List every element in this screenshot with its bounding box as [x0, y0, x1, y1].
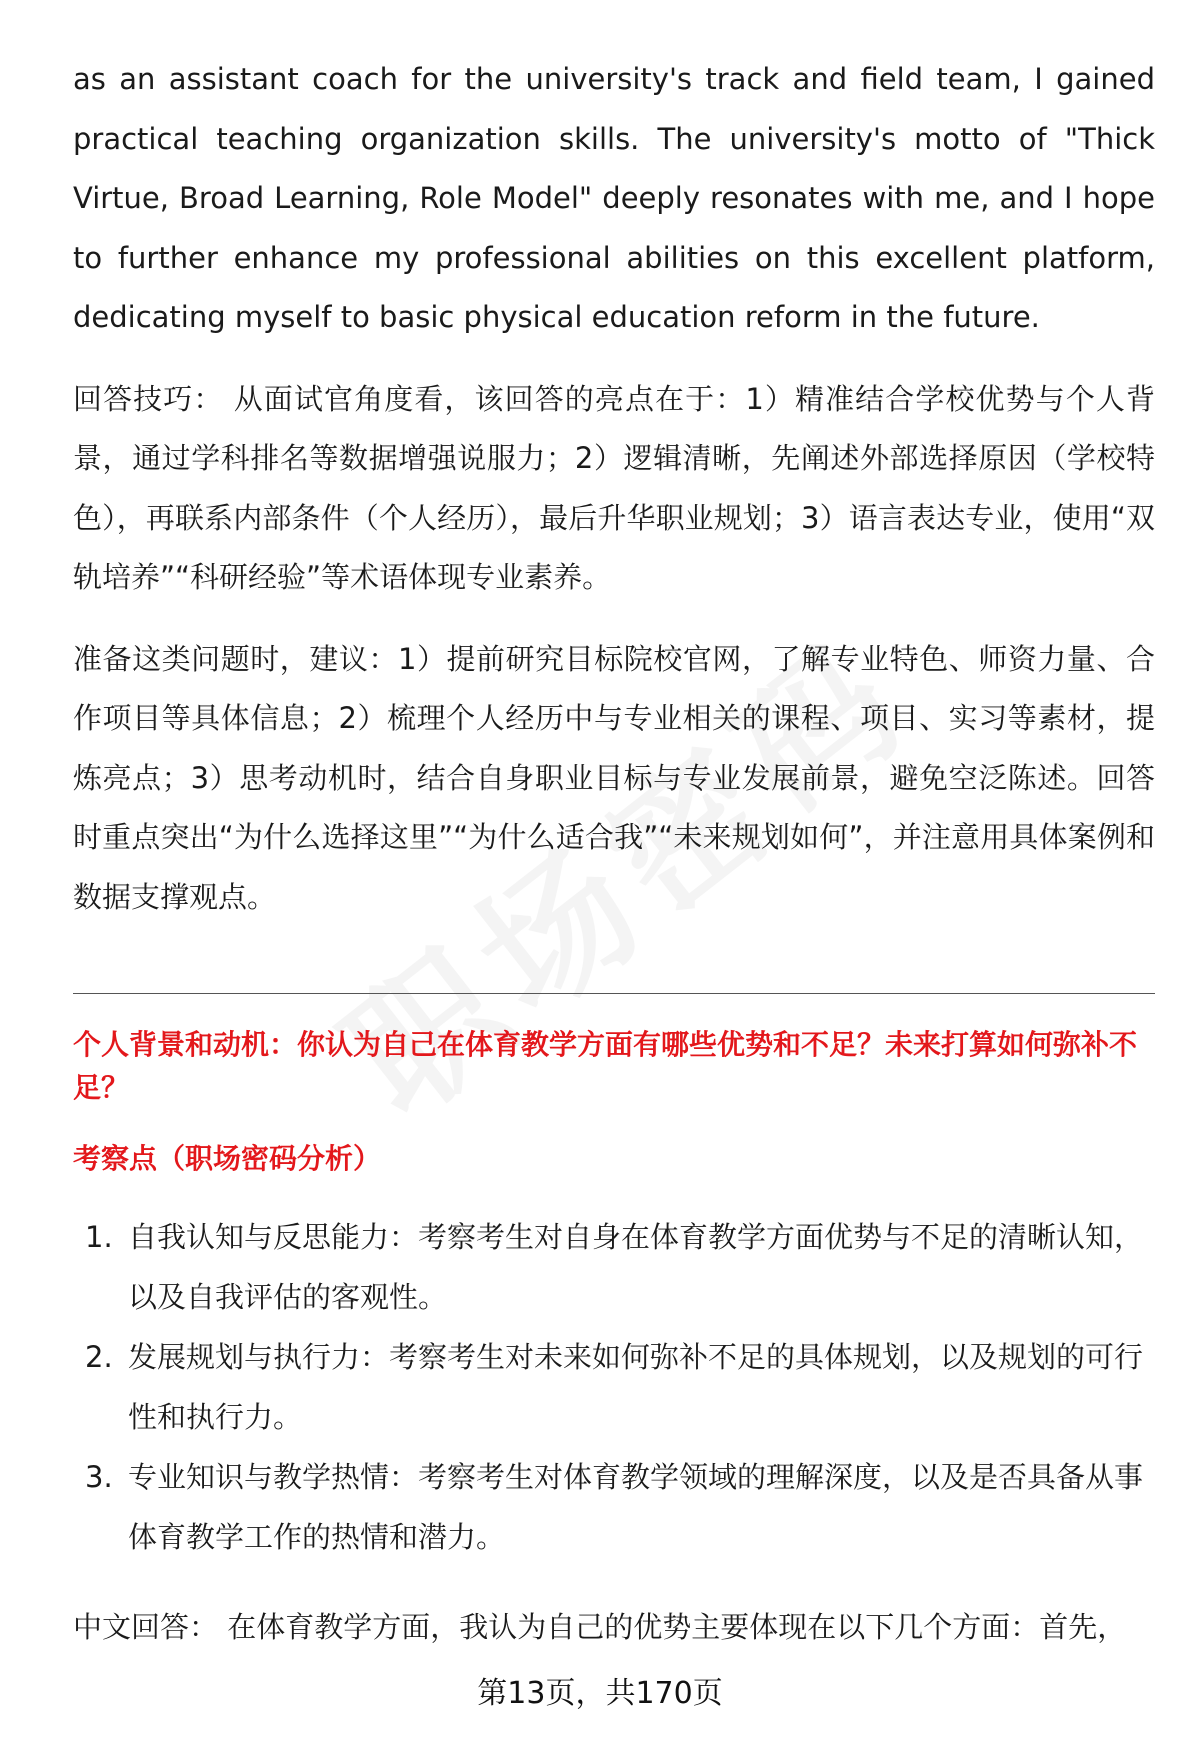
list-number: 2.: [85, 1340, 113, 1374]
list-item-text: 自我认知与反思能力：考察考生对自身在体育教学方面优势与不足的清晰认知，以及自我评估的客观性。: [128, 1220, 1144, 1314]
section-divider: [73, 993, 1155, 994]
analysis-point-3: [73, 1447, 1155, 1567]
page-body: [73, 50, 1155, 949]
list-item-text: 专业知识与教学热情：考察考生对体育教学领域的理解深度，以及是否具备从事体育教学工作的热情和潜力。: [128, 1460, 1144, 1554]
analysis-point-2: [73, 1327, 1155, 1447]
intro-paragraph: as an assistant coach for the university's track and field team, I gained practical teaching organization skills. The university's motto of "Thick Virtue, Broad Learning, Role Model" deeply resonates with me, and I hope to further enhance my professional abilities on this excellent platform, dedicating myself to basic physical education reform in the future.: [73, 62, 1155, 334]
list-item-text: 发展规划与执行力：考察考生对未来如何弥补不足的具体规划，以及规划的可行性和执行力。: [128, 1340, 1144, 1434]
prep-paragraph: 准备这类问题时，建议：1）提前研究目标院校官网，了解专业特色、师资力量、合作项目等具体信息；2）梳理个人经历中与专业相关的课程、项目、实习等素材，提炼亮点；3）思考动机时，结合自身职业目标与专业发展前景，避免空泛陈述。回答时重点突出“为什么选择这里”“为什么适合我”“未来规划如何”，并注意用具体案例和数据支撑观点。: [73, 641, 1155, 914]
question-heading: 个人背景和动机：你认为自己在体育教学方面有哪些优势和不足？未来打算如何弥补不足？: [73, 1028, 1138, 1104]
analysis-point-1: [73, 1207, 1155, 1327]
analysis-heading: 考察点（职场密码分析）: [73, 1142, 382, 1175]
tips-paragraph: 回答技巧： 从面试官角度看，该回答的亮点在于：1）精准结合学校优势与个人背景，通过学科排名等数据增强说服力；2）逻辑清晰，先阐述外部选择原因（学校特色），再联系内部条件（个人经历），最后升华职业规划；3）语言表达专业，使用“双轨培养”“科研经验”等术语体现专业素养。: [73, 381, 1155, 594]
list-number: 1.: [85, 1220, 113, 1254]
answer-paragraph: 中文回答： 在体育教学方面，我认为自己的优势主要体现在以下几个方面：首先，: [73, 1610, 1127, 1644]
list-number: 3.: [85, 1460, 113, 1494]
analysis-points-list: [73, 1207, 1155, 1567]
page-number: 第13页，共170页: [477, 1676, 723, 1711]
